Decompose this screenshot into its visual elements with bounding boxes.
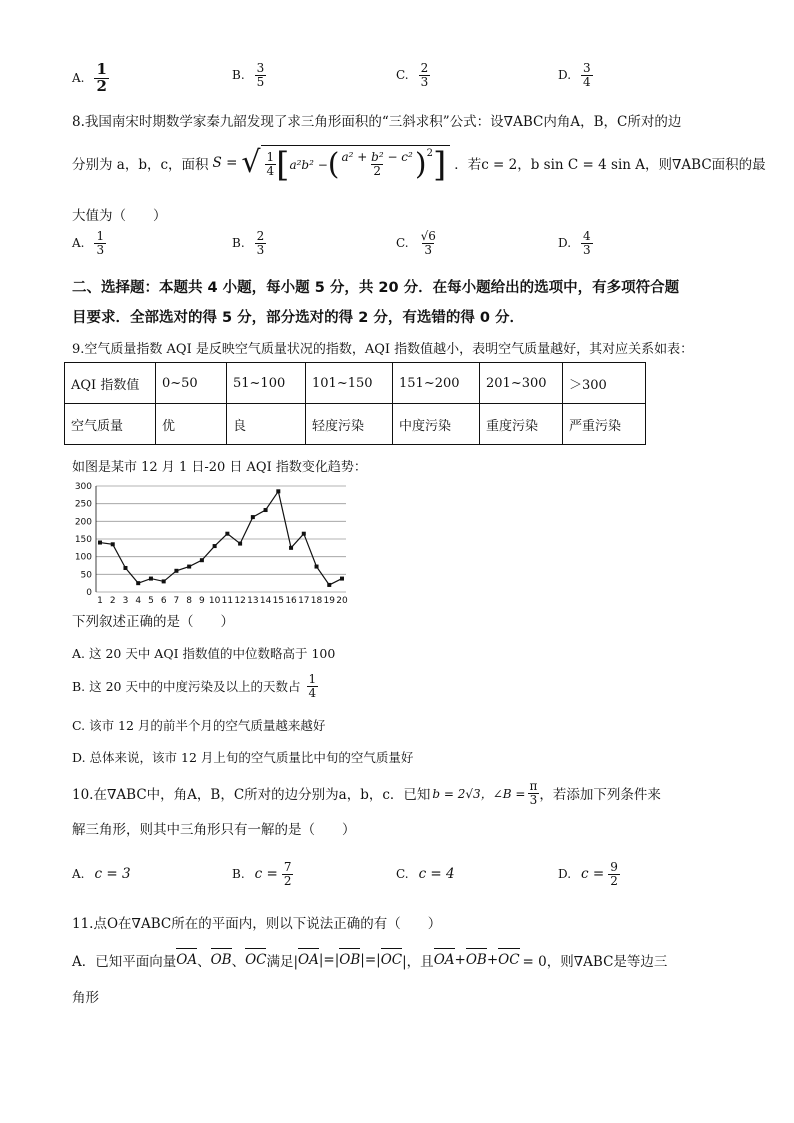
aqi-table — [64, 362, 646, 445]
fraction: $\frac{3}{5}$ — [256, 61, 265, 89]
x-tick-label: 18 — [310, 596, 323, 606]
q9-question: 下列叙述正确的是（ ） — [72, 614, 234, 630]
x-tick-label: 17 — [298, 596, 310, 606]
data-point — [238, 542, 242, 546]
y-tick-label: 0 — [86, 588, 92, 598]
q9-option-c: C. 该市 12 月的前半个月的空气质量越来越好 — [72, 718, 326, 733]
q10-option-b: B. c = $\frac{7}{2}$ — [232, 859, 292, 888]
x-tick-label: 7 — [173, 596, 180, 606]
data-point — [149, 577, 153, 581]
q11-line3: 角形 — [72, 990, 99, 1006]
aqi-line-chart — [66, 478, 356, 608]
section2-heading-line2: 目要求．全部选对的得 5 分，部分选对的得 2 分，有选错的得 0 分． — [72, 310, 525, 326]
data-point — [225, 532, 229, 536]
table-row: AQI 指数值 0~50 51~100 101~150 151~200 201~300 ＞300 — [65, 363, 646, 404]
q9-option-d: D. 总体来说，该市 12 月上旬的空气质量比中旬的空气质量好 — [72, 750, 414, 765]
y-tick-label: 200 — [74, 517, 92, 528]
x-tick-label: 20 — [336, 596, 348, 606]
data-point — [123, 566, 127, 570]
y-tick-label: 150 — [74, 535, 92, 545]
sqrt-icon: √ — [241, 145, 261, 180]
q10-option-d: D. c = $\frac{9}{2}$ — [558, 859, 618, 888]
x-tick-label: 1 — [97, 596, 103, 606]
x-tick-label: 15 — [272, 596, 285, 606]
y-tick-label: 50 — [80, 570, 92, 581]
fraction: $\frac{3}{4}$ — [583, 61, 591, 89]
q7-option-a: A. $\frac{1}{2}$ — [72, 60, 107, 95]
data-point — [200, 558, 204, 562]
table-row: 空气质量 优 良 轻度污染 中度污染 重度污染 严重污染 — [65, 404, 646, 445]
x-tick-label: 4 — [135, 596, 142, 606]
data-point — [251, 515, 255, 519]
x-tick-label: 16 — [285, 596, 297, 606]
q8-option-b: B. $\frac{2}{3}$ — [232, 229, 265, 257]
x-tick-label: 14 — [259, 596, 272, 606]
q11-line1: 11.点O在∇ABC所在的平面内，则以下说法正确的有（ ） — [72, 916, 442, 932]
data-point — [187, 565, 191, 569]
x-tick-label: 19 — [323, 596, 335, 606]
q8-option-c: C. $\frac{√6}{3}$ — [396, 229, 436, 257]
fraction: $\frac{2}{3}$ — [420, 61, 429, 89]
q10-option-a: A. c = 3 — [72, 866, 131, 882]
data-point — [213, 544, 217, 548]
data-point — [276, 489, 280, 493]
data-point — [289, 546, 293, 550]
q8-line1: 8.我国南宋时期数学家秦九韶发现了求三角形面积的“三斜求积”公式：设∇ABC内角A，B，C所对的边 — [72, 114, 682, 130]
x-tick-label: 11 — [221, 596, 234, 606]
q9-intro: 9.空气质量指数 AQI 是反映空气质量状况的指数，AQI 指数值越小，表明空气质量越好，其对应关系如表： — [72, 342, 694, 357]
x-tick-label: 12 — [234, 596, 246, 606]
data-point — [264, 508, 268, 512]
chart-caption: 如图是某市 12 月 1 日-20 日 AQI 指数变化趋势： — [72, 460, 367, 475]
q8-option-a: A. $\frac{1}{3}$ — [72, 229, 105, 257]
data-point — [98, 541, 102, 545]
data-point — [327, 583, 331, 587]
q7-option-c: C. $\frac{2}{3}$ — [396, 61, 429, 89]
x-tick-label: 3 — [122, 596, 129, 606]
q8-option-d: D. $\frac{4}{3}$ — [558, 229, 591, 257]
heron-formula: √ $\frac{1}{4}$ [ a²b² − ( $\frac{\text{a² + b² − c²}}{2}$ ) 2 ] — [241, 145, 450, 182]
x-tick-label: 5 — [148, 596, 154, 606]
series-line — [100, 491, 342, 585]
q8-line2: 分别为 a，b，c，面积 S = √ $\frac{1}{4}$ [ a²b² − ( $\frac{\text{a² + b² − c²}}{2}$ ) 2 ] ．若c = 2，b sin C = 4 sin A，则∇ABC面积的最 — [72, 144, 766, 185]
x-tick-label: 9 — [199, 596, 205, 606]
q7-options — [72, 62, 732, 102]
q9-option-a: A. 这 20 天中 AQI 指数值的中位数略高于 100 — [72, 646, 336, 661]
section2-heading-line1: 二、选择题：本题共 4 小题，每小题 5 分，共 20 分．在每小题给出的选项中，有多项符合题 — [72, 280, 680, 296]
data-point — [315, 565, 319, 569]
x-tick-label: 6 — [160, 596, 167, 606]
fraction: $\frac{1}{2}$ — [96, 60, 107, 95]
q10-line1: 10.在∇ABC中，角A，B，C所对的边分别为a，b，c．已知 b = 2√3，∠B = $\frac{\pi}{3}$ ，若添加下列条件来 — [72, 778, 661, 807]
q8-line3: 大值为（ ） — [72, 208, 167, 224]
data-point — [302, 532, 306, 536]
data-point — [340, 577, 344, 581]
q8-options — [72, 230, 732, 270]
q7-option-b: B. $\frac{3}{5}$ — [232, 61, 265, 89]
x-tick-label: 10 — [208, 596, 221, 606]
q9-option-b: B. 这 20 天中的中度污染及以上的天数占 $\frac{1}{4}$ — [72, 671, 317, 700]
y-tick-label: 100 — [74, 552, 92, 563]
q7-option-d: D. $\frac{3}{4}$ — [558, 61, 591, 89]
q10-options — [72, 854, 732, 894]
data-point — [174, 569, 178, 573]
x-tick-label: 8 — [186, 596, 193, 606]
x-tick-label: 2 — [109, 596, 116, 606]
q10-option-c: C. c = 4 — [396, 866, 455, 882]
y-tick-label: 250 — [74, 499, 92, 510]
data-point — [136, 581, 140, 585]
q11-option-a: A．已知平面向量 OA 、 OB 、 OC 满足| OA |=| OB |=| OC |，且 OA + OB + OC = 0，则∇ABC是等边三 — [72, 952, 668, 970]
data-point — [162, 579, 166, 583]
x-tick-label: 13 — [247, 596, 259, 606]
data-point — [111, 542, 115, 546]
q10-line2: 解三角形，则其中三角形只有一解的是（ ） — [72, 822, 356, 838]
y-tick-label: 300 — [74, 482, 92, 492]
